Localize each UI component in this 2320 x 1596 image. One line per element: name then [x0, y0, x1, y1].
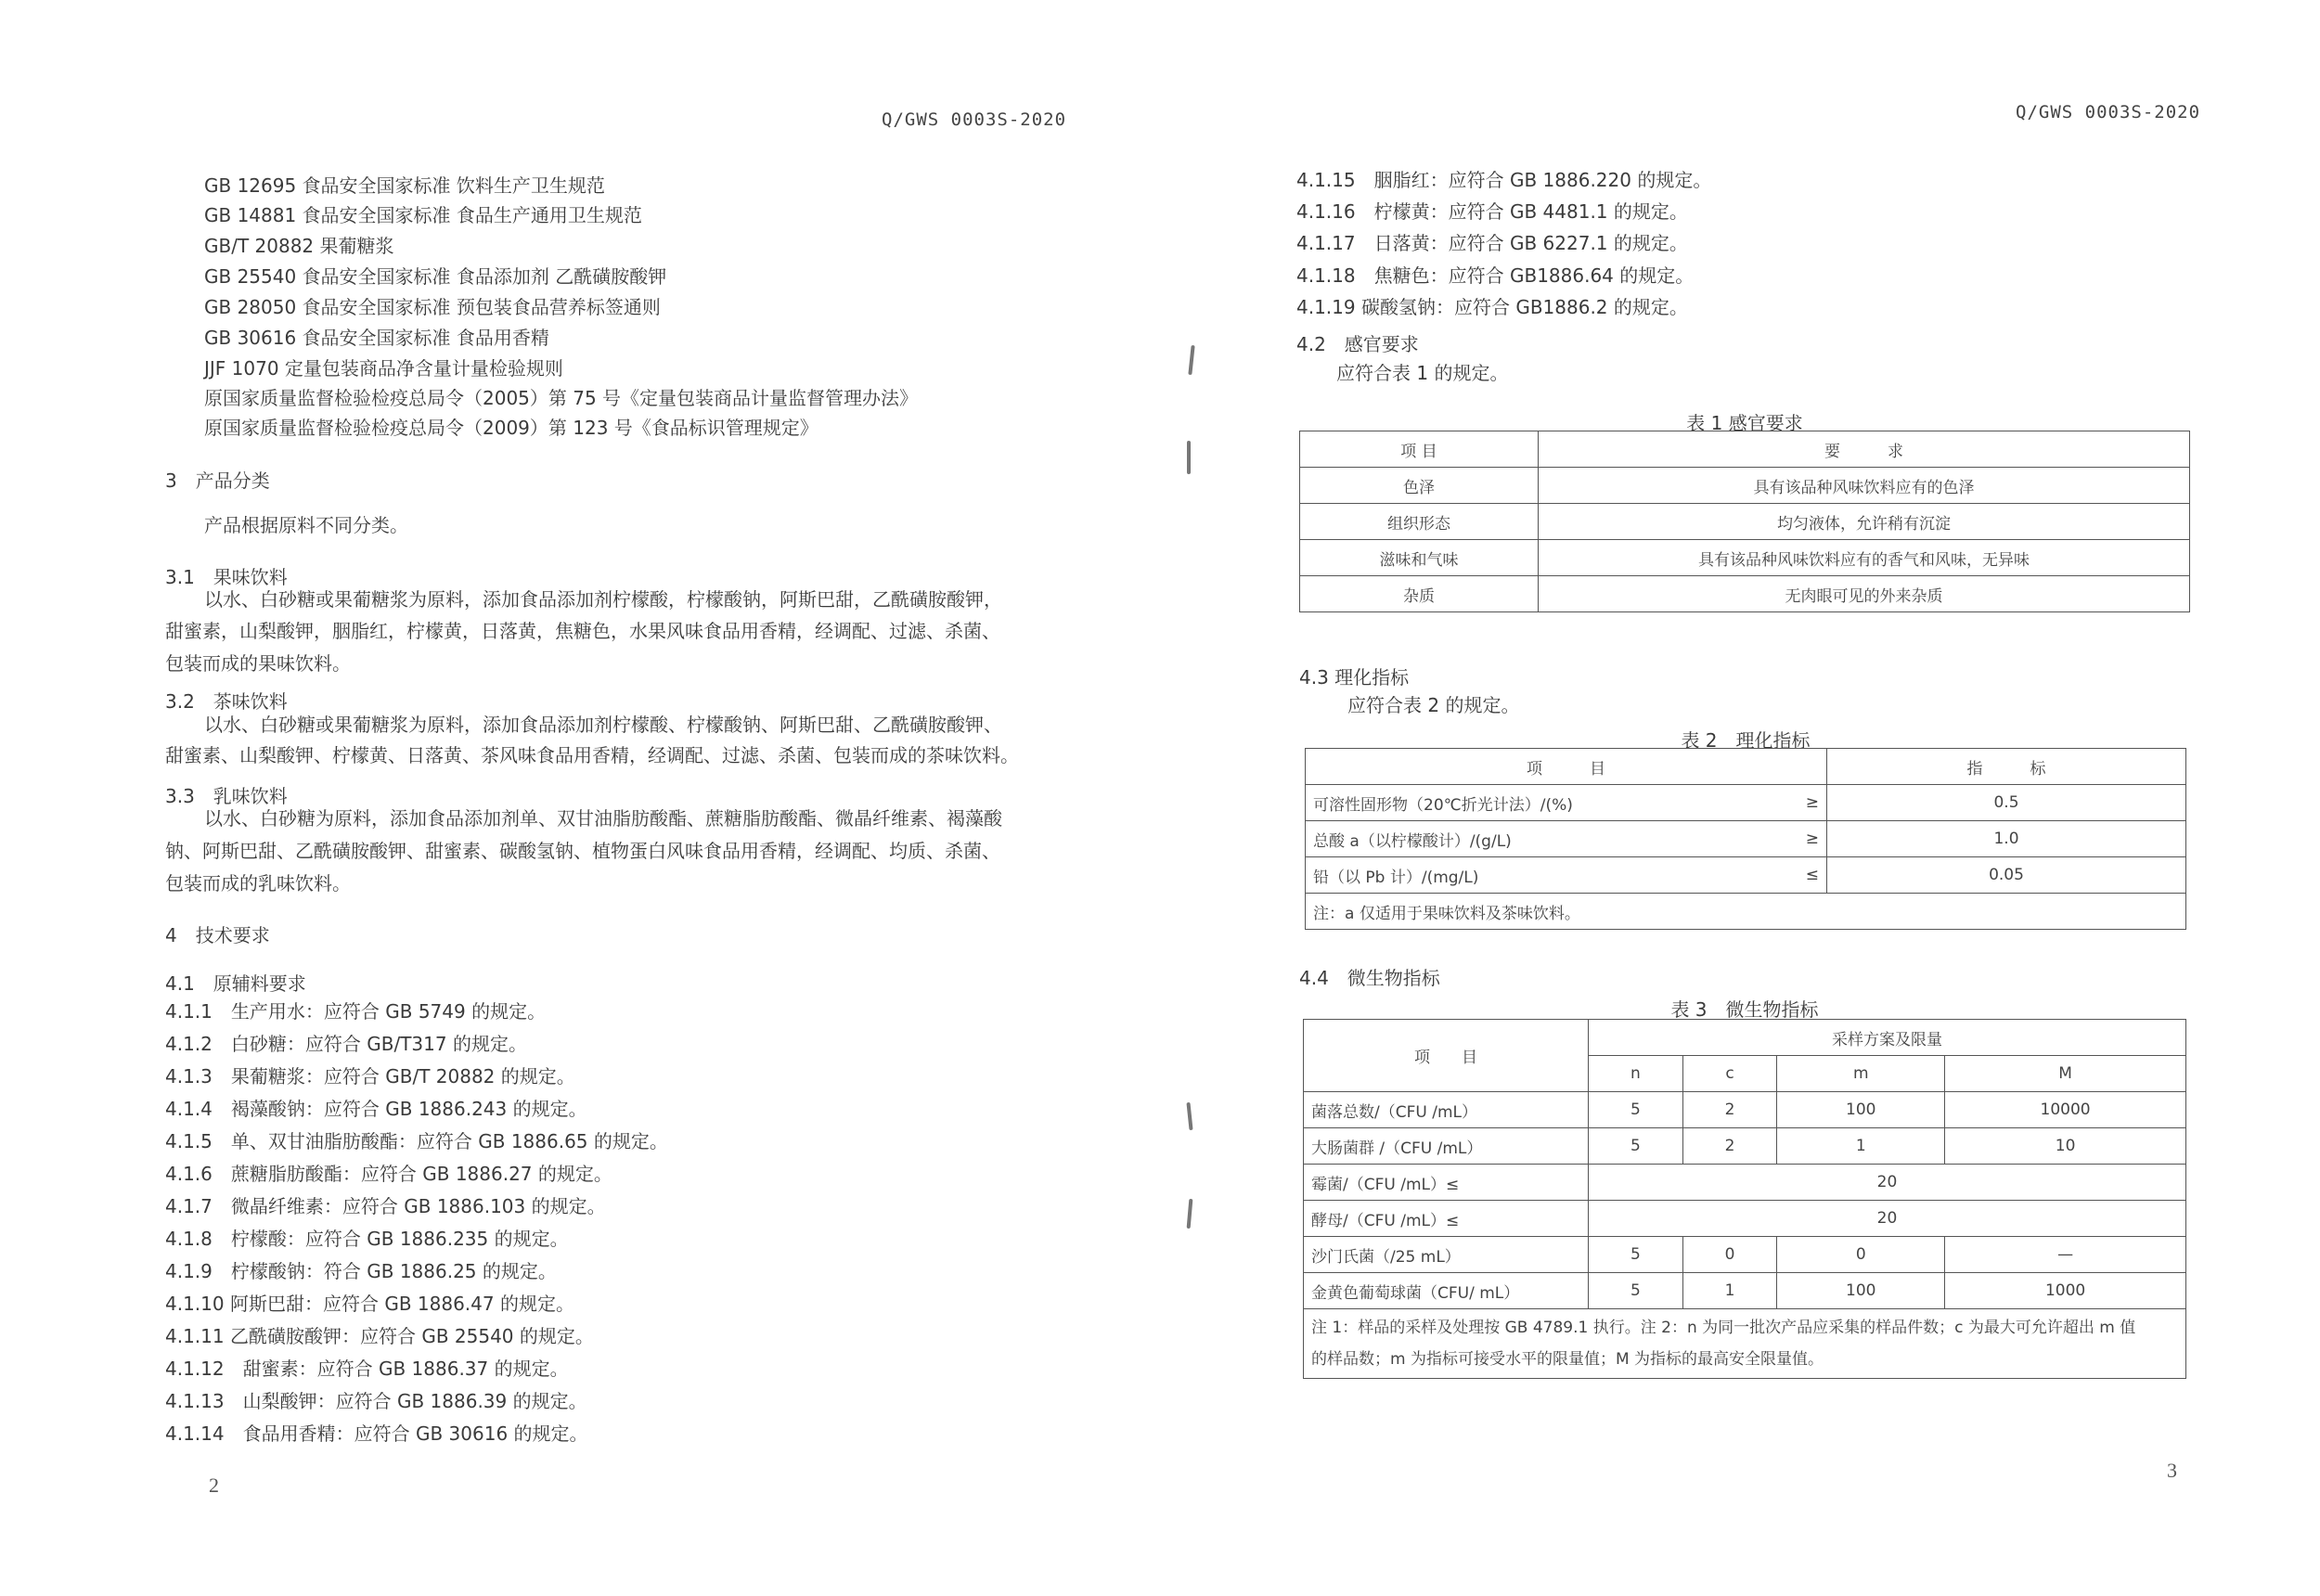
section-3-1-line: 甜蜜素，山梨酸钾，胭脂红，柠檬黄，日落黄，焦糖色，水果风味食品用香精，经调配、过滤、杀菌、	[165, 620, 1000, 642]
table-cell: 酵母/（CFU /mL）≤	[1304, 1201, 1589, 1237]
page-number-left: 2	[209, 1474, 219, 1497]
table-note-line: 的样品数；m 为指标可接受水平的限量值；M 为指标的最高安全限量值。	[1311, 1350, 1824, 1369]
section-3-3-line: 包装而成的乳味饮料。	[165, 872, 351, 895]
req-line: 4.1.6 蔗糖脂肪酸酯：应符合 GB 1886.27 的规定。	[165, 1163, 612, 1185]
table-cell: 100	[1777, 1092, 1945, 1128]
table-header-cell: 项 目	[1300, 431, 1539, 468]
table-2-caption: 表 2 理化指标	[1681, 729, 1811, 752]
scan-mark	[1188, 345, 1194, 375]
table-cell: 10	[1945, 1128, 2186, 1165]
table-cell: 均匀液体，允许稍有沉淀	[1539, 504, 2190, 540]
table-cell: 1	[1777, 1128, 1945, 1165]
page-header-right: Q/GWS 0003S-2020	[2016, 102, 2201, 122]
table-cell: 具有该品种风味饮料应有的香气和风味，无异味	[1539, 540, 2190, 576]
req-line: 4.1.18 焦糖色：应符合 GB1886.64 的规定。	[1296, 264, 1695, 287]
ref-line: GB 14881 食品安全国家标准 食品生产通用卫生规范	[204, 204, 642, 226]
table-note: 注：a 仅适用于果味饮料及茶味饮料。	[1306, 894, 2186, 930]
req-line: 4.1.16 柠檬黄：应符合 GB 4481.1 的规定。	[1296, 200, 1688, 223]
table-cell: 5	[1589, 1128, 1683, 1165]
section-3-2-line: 以水、白砂糖或果葡糖浆为原料，添加食品添加剂柠檬酸、柠檬酸钠、阿斯巴甜、乙酰磺胺酸钾、	[204, 714, 1002, 736]
section-4-1-title: 4.1 原辅料要求	[165, 972, 306, 995]
table-header-cell: M	[1945, 1056, 2186, 1092]
ref-line: GB 12695 食品安全国家标准 饮料生产卫生规范	[204, 174, 605, 197]
ref-line: GB 25540 食品安全国家标准 食品添加剂 乙酰磺胺酸钾	[204, 265, 667, 288]
section-3-2-line: 甜蜜素、山梨酸钾、柠檬黄、日落黄、茶风味食品用香精，经调配、过滤、杀菌、包装而成的茶味饮料。	[165, 744, 1019, 766]
section-4-4-title: 4.4 微生物指标	[1299, 967, 1440, 989]
table-cell: 可溶性固形物（20℃折光计法）/(%)	[1306, 785, 1775, 821]
table-header-cell: c	[1682, 1056, 1777, 1092]
section-4-2-title: 4.2 感官要求	[1296, 333, 1419, 355]
table-2-physicochemical	[1305, 748, 2186, 930]
table-cell: 色泽	[1300, 468, 1539, 504]
section-3-3-line: 钠、阿斯巴甜、乙酰磺胺酸钾、甜蜜素、碳酸氢钠、植物蛋白风味食品用香精，经调配、均质、杀菌、	[165, 840, 1000, 862]
table-cell: 2	[1682, 1092, 1777, 1128]
req-line: 4.1.15 胭脂红：应符合 GB 1886.220 的规定。	[1296, 169, 1712, 191]
table-cell: 0	[1777, 1237, 1945, 1273]
table-cell: ≤	[1774, 857, 1827, 894]
table-cell: 1.0	[1827, 821, 2186, 857]
req-line: 4.1.11 乙酰磺胺酸钾：应符合 GB 25540 的规定。	[165, 1325, 594, 1347]
table-cell: 铅（以 Pb 计）/(mg/L)	[1306, 857, 1775, 894]
table-cell: 10000	[1945, 1092, 2186, 1128]
section-4-3-title: 4.3 理化指标	[1299, 666, 1410, 689]
table-cell: 组织形态	[1300, 504, 1539, 540]
table-header-cell: m	[1777, 1056, 1945, 1092]
section-4-title: 4 技术要求	[165, 924, 270, 946]
table-cell: 菌落总数/（CFU /mL）	[1304, 1092, 1589, 1128]
table-cell: 5	[1589, 1092, 1683, 1128]
req-line: 4.1.10 阿斯巴甜：应符合 GB 1886.47 的规定。	[165, 1293, 574, 1315]
req-line: 4.1.3 果葡糖浆：应符合 GB/T 20882 的规定。	[165, 1065, 575, 1088]
req-line: 4.1.5 单、双甘油脂肪酸酯：应符合 GB 1886.65 的规定。	[165, 1130, 668, 1152]
table-cell: 大肠菌群 /（CFU /mL）	[1304, 1128, 1589, 1165]
table-cell: 1	[1682, 1273, 1777, 1309]
table-header-cell: 项 目	[1304, 1020, 1589, 1092]
page-number-right: 3	[2167, 1459, 2177, 1482]
table-cell: 0.5	[1827, 785, 2186, 821]
req-line: 4.1.7 微晶纤维素：应符合 GB 1886.103 的规定。	[165, 1195, 606, 1217]
table-header-cell: 采样方案及限量	[1589, 1020, 2186, 1056]
req-line: 4.1.13 山梨酸钾：应符合 GB 1886.39 的规定。	[165, 1390, 587, 1412]
table-cell: 总酸 a（以柠檬酸计）/(g/L)	[1306, 821, 1775, 857]
section-3-3-line: 以水、白砂糖为原料，添加食品添加剂单、双甘油脂肪酸酯、蔗糖脂肪酸酯、微晶纤维素、褐藻酸	[204, 807, 1002, 830]
section-4-2-text: 应符合表 1 的规定。	[1336, 362, 1509, 384]
ref-line: 原国家质量监督检验检疫总局令（2009）第 123 号《食品标识管理规定》	[204, 417, 818, 439]
table-note	[1304, 1309, 2186, 1379]
table-cell: 20	[1589, 1201, 2186, 1237]
table-cell: 具有该品种风味饮料应有的色泽	[1539, 468, 2190, 504]
req-line: 4.1.17 日落黄：应符合 GB 6227.1 的规定。	[1296, 232, 1688, 254]
section-4-3-text: 应符合表 2 的规定。	[1347, 694, 1520, 716]
req-line: 4.1.4 褐藻酸钠：应符合 GB 1886.243 的规定。	[165, 1098, 587, 1120]
table-cell: ≥	[1774, 821, 1827, 857]
scan-mark	[1187, 1199, 1193, 1229]
ref-line: GB 28050 食品安全国家标准 预包装食品营养标签通则	[204, 296, 661, 318]
ref-line: 原国家质量监督检验检疫总局令（2005）第 75 号《定量包装商品计量监督管理办法》	[204, 387, 919, 409]
req-line: 4.1.14 食品用香精：应符合 GB 30616 的规定。	[165, 1422, 588, 1445]
section-3-1-line: 以水、白砂糖或果葡糖浆为原料，添加食品添加剂柠檬酸，柠檬酸钠，阿斯巴甜，乙酰磺胺酸钾，	[204, 588, 1002, 611]
ref-line: JJF 1070 定量包装商品净含量计量检验规则	[204, 357, 563, 380]
table-cell: 5	[1589, 1273, 1683, 1309]
scan-mark	[1187, 441, 1191, 474]
section-3-intro: 产品根据原料不同分类。	[204, 514, 408, 536]
table-cell: 20	[1589, 1165, 2186, 1201]
req-line: 4.1.2 白砂糖：应符合 GB/T317 的规定。	[165, 1033, 527, 1055]
table-cell: 沙门氏菌（/25 mL）	[1304, 1237, 1589, 1273]
table-header-cell: 要 求	[1539, 431, 2190, 468]
table-cell: ≥	[1774, 785, 1827, 821]
table-cell: 2	[1682, 1128, 1777, 1165]
table-cell: 1000	[1945, 1273, 2186, 1309]
ref-line: GB/T 20882 果葡糖浆	[204, 235, 394, 257]
section-3-3-title: 3.3 乳味饮料	[165, 785, 288, 807]
scan-mark	[1186, 1102, 1192, 1130]
table-cell: 金黄色葡萄球菌（CFU/ mL）	[1304, 1273, 1589, 1309]
table-3-caption: 表 3 微生物指标	[1670, 998, 1819, 1021]
table-header-cell: 指 标	[1827, 749, 2186, 785]
table-cell: 霉菌/（CFU /mL）≤	[1304, 1165, 1589, 1201]
req-line: 4.1.1 生产用水：应符合 GB 5749 的规定。	[165, 1000, 547, 1023]
req-line: 4.1.8 柠檬酸：应符合 GB 1886.235 的规定。	[165, 1228, 569, 1250]
table-cell: 无肉眼可见的外来杂质	[1539, 576, 2190, 612]
ref-line: GB 30616 食品安全国家标准 食品用香精	[204, 327, 549, 349]
section-3-1-line: 包装而成的果味饮料。	[165, 652, 351, 675]
table-cell: 滋味和气味	[1300, 540, 1539, 576]
table-cell: 0.05	[1827, 857, 2186, 894]
table-1-sensory	[1299, 431, 2190, 612]
table-cell: 0	[1682, 1237, 1777, 1273]
page-header-left: Q/GWS 0003S-2020	[882, 109, 1067, 130]
section-3-1-title: 3.1 果味饮料	[165, 566, 288, 588]
req-line: 4.1.9 柠檬酸钠：符合 GB 1886.25 的规定。	[165, 1260, 557, 1282]
table-cell: —	[1945, 1237, 2186, 1273]
table-1-caption: 表 1 感官要求	[1686, 412, 1803, 434]
table-header-cell: 项 目	[1306, 749, 1827, 785]
table-cell: 100	[1777, 1273, 1945, 1309]
section-3-title: 3 产品分类	[165, 470, 270, 492]
table-cell: 5	[1589, 1237, 1683, 1273]
req-line: 4.1.19 碳酸氢钠：应符合 GB1886.2 的规定。	[1296, 296, 1688, 318]
table-header-cell: n	[1589, 1056, 1683, 1092]
section-3-2-title: 3.2 茶味饮料	[165, 690, 288, 713]
table-note-line: 注 1：样品的采样及处理按 GB 4789.1 执行。注 2：n 为同一批次产品应采集的样品件数；c 为最大可允许超出 m 值	[1311, 1319, 2136, 1337]
table-cell: 杂质	[1300, 576, 1539, 612]
req-line: 4.1.12 甜蜜素：应符合 GB 1886.37 的规定。	[165, 1358, 569, 1380]
table-3-microbial	[1303, 1019, 2186, 1379]
